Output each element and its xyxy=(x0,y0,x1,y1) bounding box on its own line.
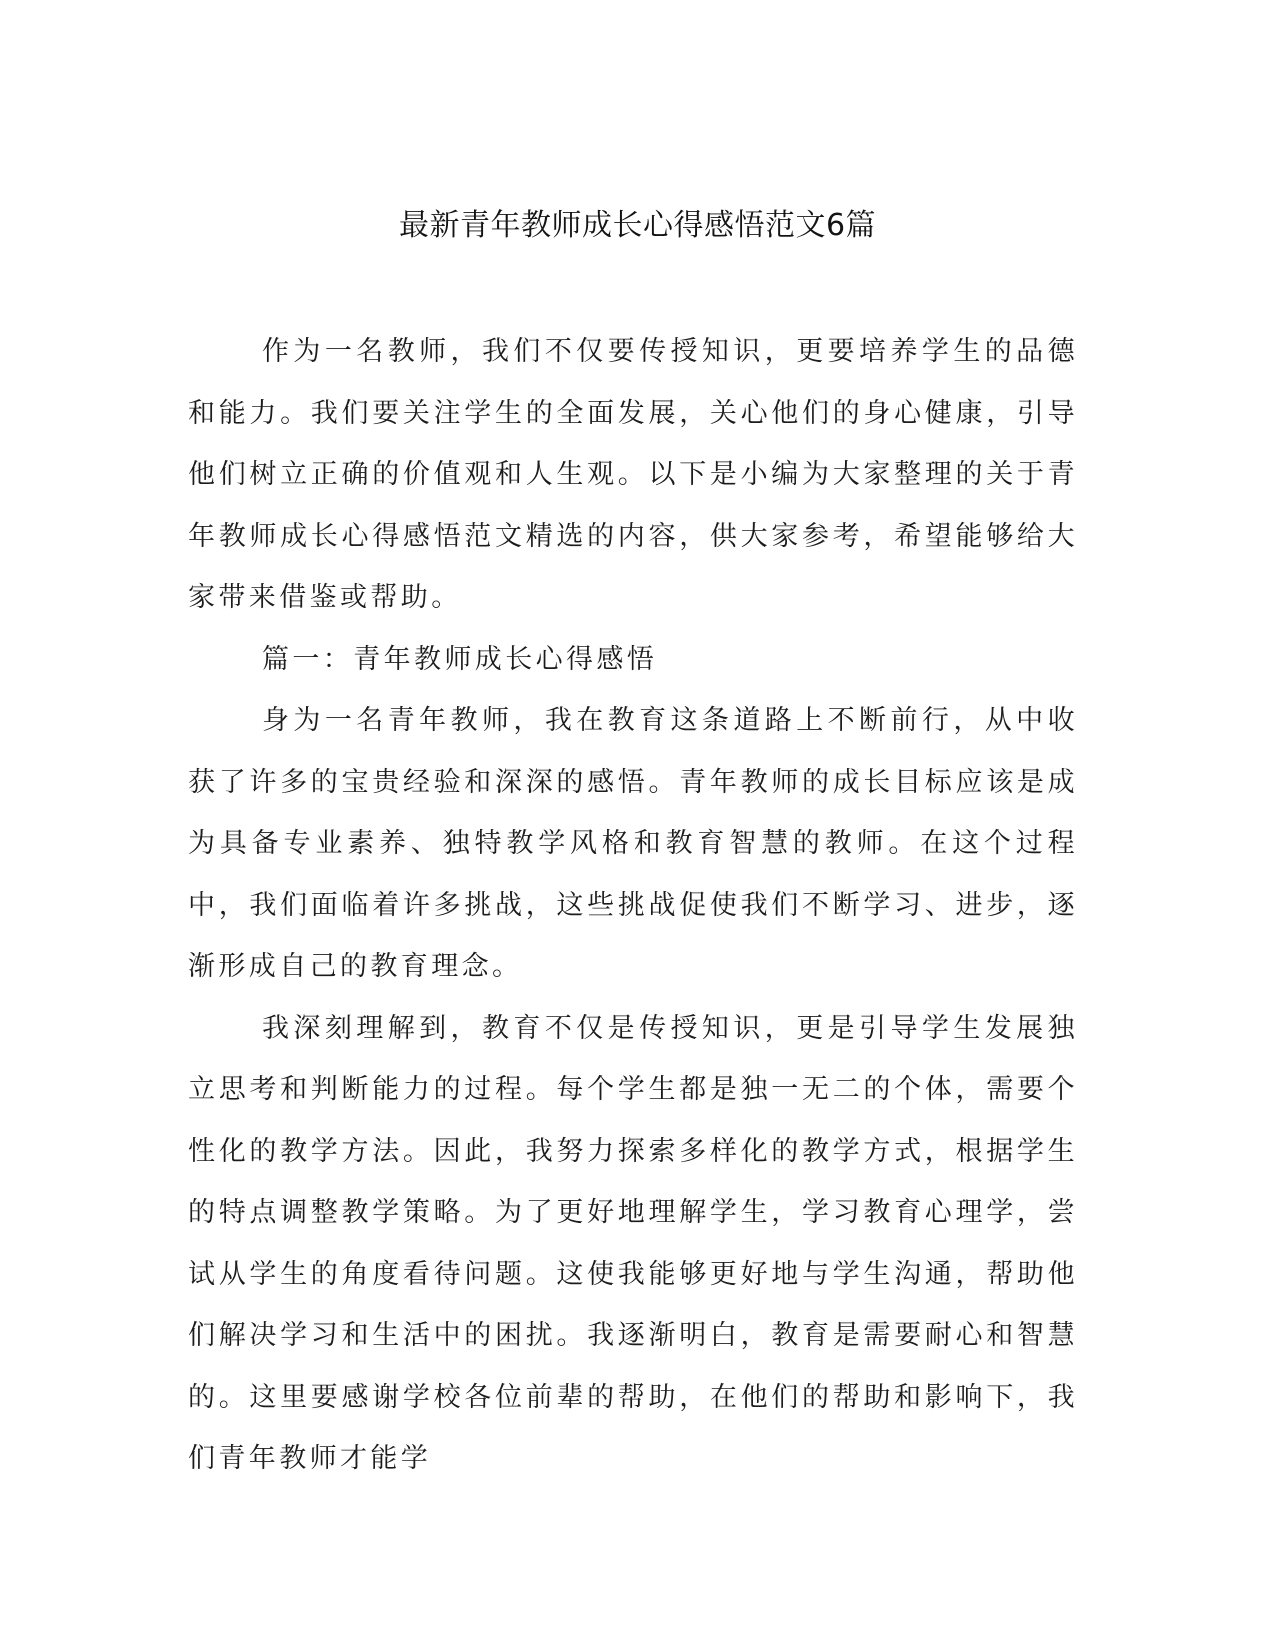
document-body xyxy=(188,321,1078,1490)
intro-paragraph: 作为一名教师，我们不仅要传授知识，更要培养学生的品德和能力。我们要关注学生的全面发展，关心他们的身心健康，引导他们树立正确的价值观和人生观。以下是小编为大家整理的关于青年教师成长心得感悟范文精选的内容，供大家参考，希望能够给大家带来借鉴或帮助。 xyxy=(188,336,1078,613)
body-paragraph: 身为一名青年教师，我在教育这条道路上不断前行，从中收获了许多的宝贵经验和深深的感悟。青年教师的成长目标应该是成为具备专业素养、独特教学风格和教育智慧的教师。在这个过程中，我们面临着许多挑战，这些挑战促使我们不断学习、进步，逐渐形成自己的教育理念。 xyxy=(188,705,1078,982)
section-heading: 篇一：青年教师成长心得感悟 xyxy=(262,643,658,675)
body-paragraph: 我深刻理解到，教育不仅是传授知识，更是引导学生发展独立思考和判断能力的过程。每个学生都是独一无二的个体，需要个性化的教学方法。因此，我努力探索多样化的教学方式，根据学生的特点调整教学策略。为了更好地理解学生，学习教育心理学，尝试从学生的角度看待问题。这使我能够更好地与学生沟通，帮助他们解决学习和生活中的困扰。我逐渐明白，教育是需要耐心和智慧的。这里要感谢学校各位前辈的帮助，在他们的帮助和影响下，我们青年教师才能学 xyxy=(188,1012,1078,1474)
document-title: 最新青年教师成长心得感悟范文6篇 xyxy=(398,208,877,243)
